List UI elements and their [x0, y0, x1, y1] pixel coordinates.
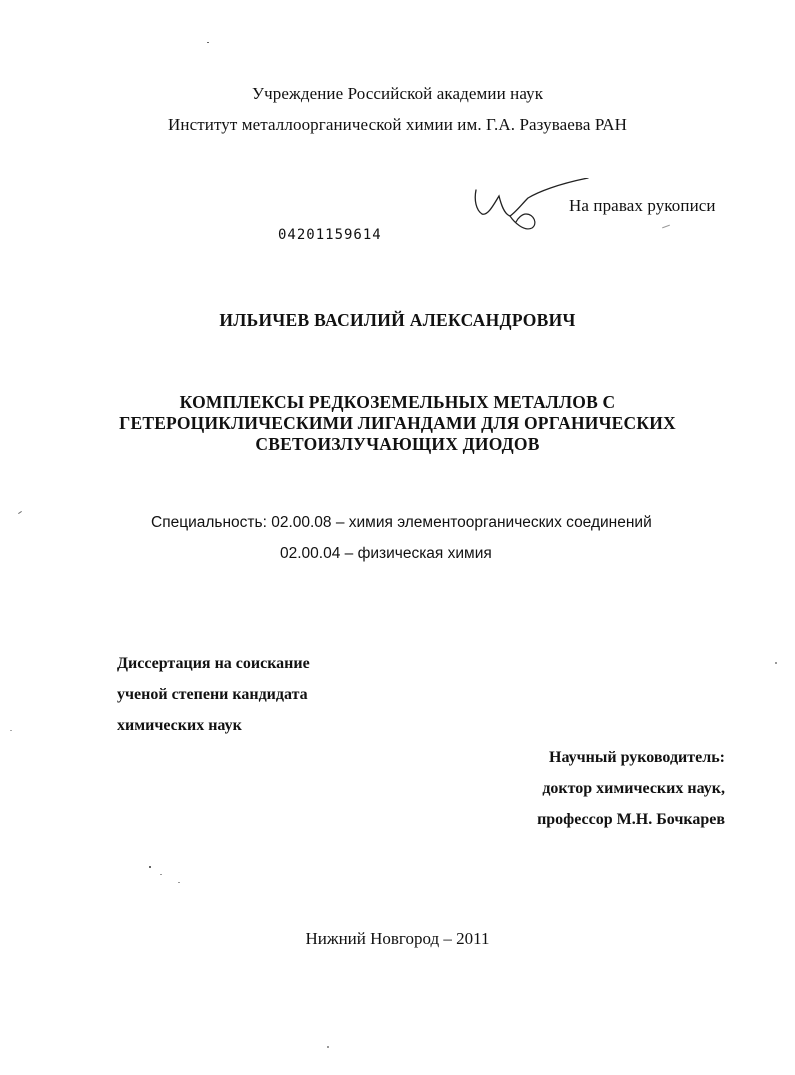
- supervisor-line-1: Научный руководитель:: [549, 749, 725, 766]
- institution-line-1: Учреждение Российской академии наук: [251, 84, 544, 103]
- dissertation-title: [0, 392, 795, 455]
- title-line-2: ГЕТЕРОЦИКЛИЧЕСКИМИ ЛИГАНДАМИ ДЛЯ ОРГАНИЧЕСКИХ: [119, 413, 676, 433]
- degree-line-2: ученой степени кандидата: [117, 686, 308, 703]
- dissertation-degree: [117, 648, 310, 741]
- manuscript-note: На правах рукописи: [569, 196, 716, 215]
- degree-line-3: химических наук: [117, 717, 242, 734]
- city-year: Нижний Новгород – 2011: [305, 929, 490, 948]
- specialty-line-1: Специальность: 02.00.08 – химия элементоорганических соединений: [151, 514, 652, 531]
- degree-line-1: Диссертация на соискание: [117, 655, 310, 672]
- supervisor-line-3: профессор М.Н. Бочкарев: [537, 811, 725, 828]
- document-code: 04201159614: [278, 227, 382, 243]
- institution-line-2: Институт металлоорганической химии им. Г.А. Разуваева РАН: [168, 115, 627, 134]
- supervisor-line-2: доктор химических наук,: [542, 780, 725, 797]
- title-line-3: СВЕТОИЗЛУЧАЮЩИХ ДИОДОВ: [255, 434, 540, 454]
- supervisor-block: [537, 742, 725, 835]
- author-name: ИЛЬИЧЕВ ВАСИЛИЙ АЛЕКСАНДРОВИЧ: [219, 310, 576, 330]
- title-line-1: КОМПЛЕКСЫ РЕДКОЗЕМЕЛЬНЫХ МЕТАЛЛОВ С: [179, 392, 616, 412]
- specialty-line-2: 02.00.04 – физическая химия: [280, 545, 492, 562]
